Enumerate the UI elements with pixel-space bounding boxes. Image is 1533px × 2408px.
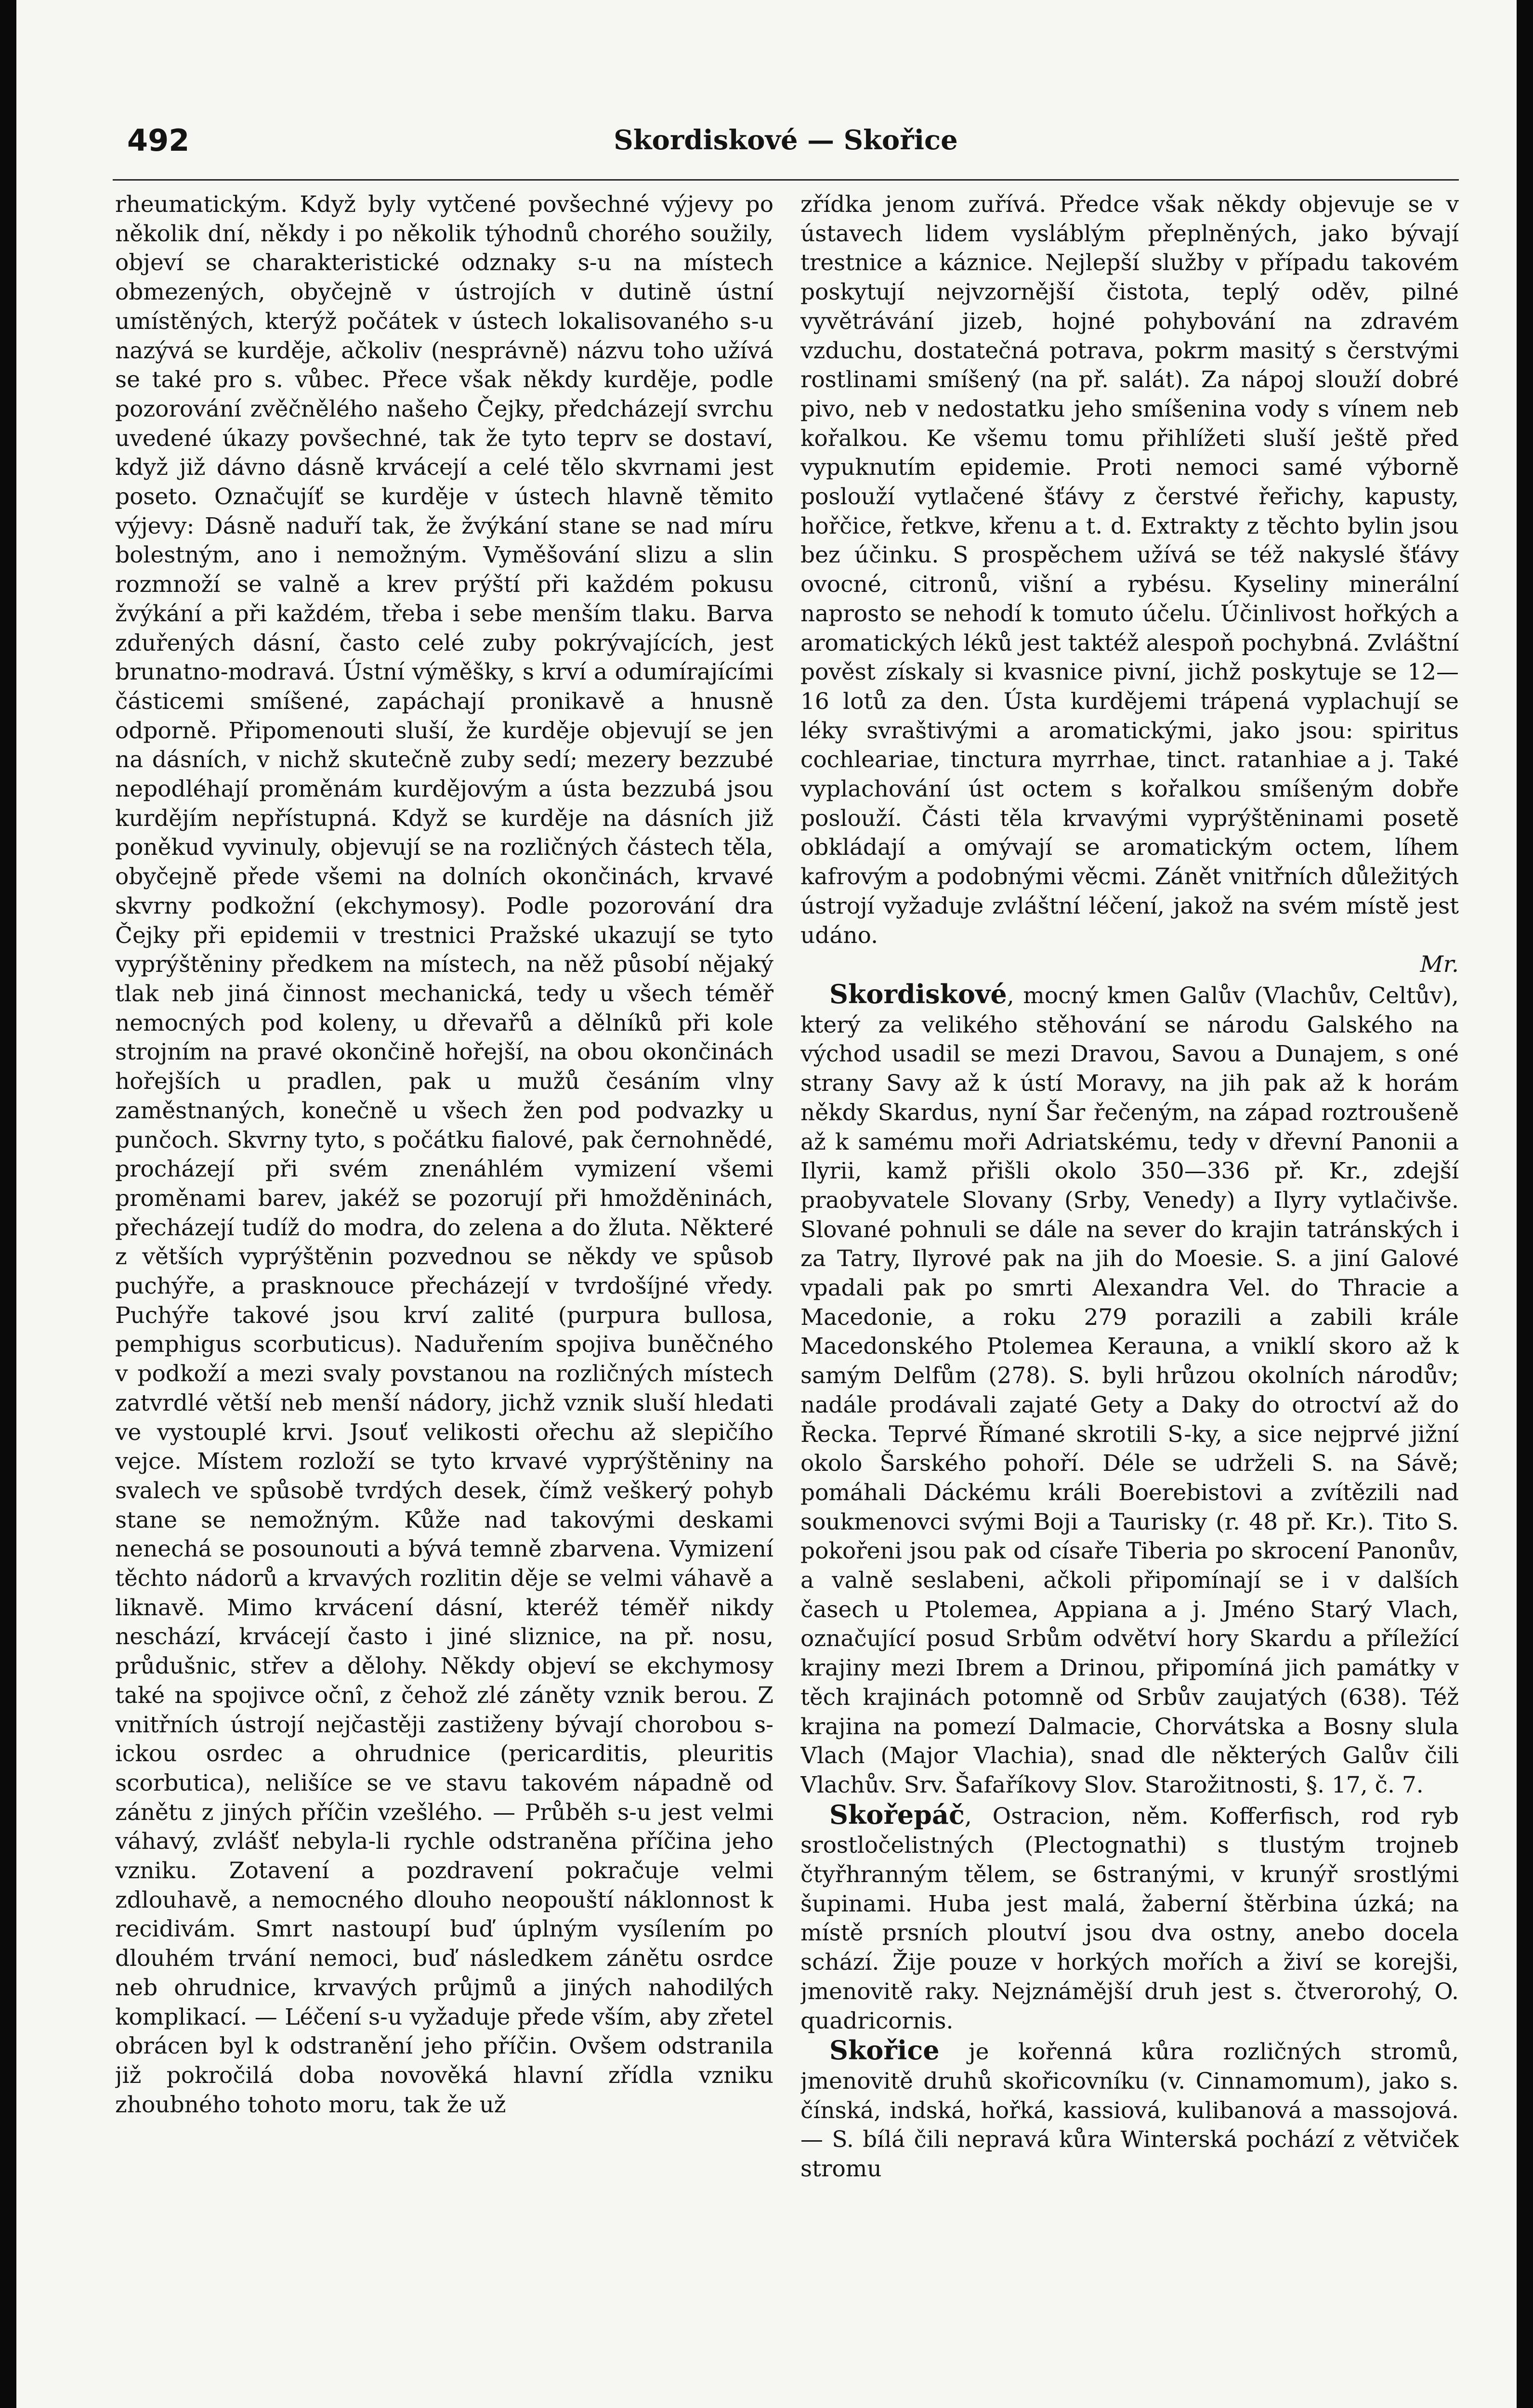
running-title: Skordiskové — Skořice (614, 124, 958, 156)
treatment-paragraph (800, 190, 1459, 980)
headword-skordiskove: Skordiskové (829, 978, 1007, 1009)
page-number: 492 (127, 122, 190, 158)
right-column (800, 190, 1459, 2408)
entry-text-skorepac: , Ostracion, něm. Kofferfisch, rod ryb srostločelistných (Plectognathi) s tlustým trojneb čtyřhranným tělem, se 6stranými, v krunýř srostlými šupinami. Huba jest malá, žaberní štěrbina úzká; na místě prsních ploutví jsou dva ostny, anebo docela schází. Žije pouze v horkých mořích a živí se korejši, jmenovitě raky. Nejznámější druh jest s. čtverorohý, O. quadricornis. (800, 1803, 1459, 2034)
entry-text-skorice: je kořenná kůra rozličných stromů, jmenovitě druhů skořicovníku (v. Cinnamomum), jako s. čínská, indská, hořká, kassiová, kulibanová a massojová. — S. bílá čili nepravá kůra Winterská pochází z větviček stromu (800, 2039, 1459, 2183)
headword-skorice: Skořice (829, 2035, 940, 2066)
entry-skordiskove (800, 980, 1459, 1800)
headword-skorepac: Skořepáč (829, 1799, 965, 1830)
text-columns (115, 190, 1459, 2408)
entry-skorepac (800, 1800, 1459, 2036)
left-column (115, 190, 773, 2408)
entry-text-skordiskove: , mocný kmen Galův (Vlachův, Celtův), který za velikého stěhování se národu Galského na východ usadil se mezi Dravou, Savou a Dunajem, s oné strany Savy až k ústí Moravy, na jih pak až k horám někdy Skardus, nyní Šar řečeným, na západ roztroušeně až k samému moři Adriatskému, tedy v dřevní Panonii a Ilyrii, kamž přišli okolo 350—336 př. Kr., zdejší praobyvatele Slovany (Srby, Venedy) a Ilyry vytlačivše. Slované pohnuli se dále na sever do krajin tatránských i za Tatry, Ilyrové pak na jih do Moesie. S. a jiní Galové vpadali pak po smrti Alexandra Vel. do Thracie a Macedonie, a roku 279 porazili a zabili krále Macedonského Ptolemea Kerauna, a vniklí skoro až k samým Delfům (278). S. byli hrůzou okolních národův; nadále prodávali zajaté Gety a Daky do otroctví až do Řecka. Teprvé Římané skrotili S-ky, a sice nejprvé jižní okolo Šarského pohoří. Déle se udrželi S. na Sávě; pomáhali Dáckému králi Boerebistovi a zvítězili nad soukmenovci svými Boji a Taurisky (r. 48 př. Kr.). Tito S. pokořeni jsou pak od císaře Tiberia po skrocení Panonův, a valně seslabeni, ačkoli připomínají se i v dalších časech u Ptolemea, Appiana a j. Jméno Starý Vlach, označující posud Srbům odvětví hory Skardu a příležící krajiny mezi Ibrem a Drinou, připomíná jich památky v těch krajinách potomně od Srbův zaujatých (638). Též krajina na pomezí Dalmacie, Chorvátska a Bosny slula Vlach (Major Vlachia), snad dle některých Galův čili Vlachův. Srv. Šafaříkovy Slov. Starožitnosti, §. 17, č. 7. (800, 982, 1459, 1798)
treatment-text: zřídka jenom zuřívá. Předce však někdy objevuje se v ústavech lidem vysláblým přeplněných, jako bývají trestnice a káznice. Nejlepší služby v případu takovém poskytují nejvzornější čistota, teplý oděv, pilné vyvětrávání jizeb, hojné pohybování na zdravém vzduchu, dostatečná potrava, pokrm masitý s čerstvými rostlinami smíšený (na př. salát). Za nápoj slouží dobré pivo, neb v nedostatku jeho smíšenina vody s vínem neb kořalkou. Ke všemu tomu přihlížeti sluší ještě před vypuknutím epidemie. Proti nemoci samé výborně poslouží vytlačené šťávy z čerstvé řeřichy, kapusty, hořčice, řetkve, křenu a t. d. Extrakty z těchto bylin jsou bez účinku. S prospěchem užívá se též nakyslé šťávy ovocné, citronů, višní a rybésu. Kyseliny minerální naprosto se nehodí k tomuto účelu. Účinlivost hořkých a aromatických léků jest taktéž alespoň pochybná. Zvláštní pověst získaly si kvasnice pivní, jichž poskytuje se 12—16 lotů za den. Ústa kurdějemi trápená vyplachují se léky svraštivými a aromatickými, jako jsou: spiritus cochleariae, tinctura myrrhae, tinct. ratanhiae a j. Také vyplachování úst octem s kořalkou smíšeným dobře poslouží. Části těla krvavými vyprýštěninami posetě obkládají a omývají se aromatickým octem, líhem kafrovým a podobnými věcmi. Zánět vnitřních důležitých ústrojí vyžaduje zvláštní léčení, jakož na svém místě jest udáno. (800, 191, 1459, 949)
entry-skorice (800, 2036, 1459, 2184)
author-signature: Mr. (1420, 951, 1459, 978)
header-rule (113, 179, 1459, 181)
page-header (127, 114, 1444, 167)
continued-paragraph: rheumatickým. Když byly vytčené povšechné výjevy po několik dní, někdy i po několik týhodnů chorého soužily, objeví se charakteristické odznaky s-u na místech obmezených, obyčejně v ústrojích v dutině ústní umístěných, kterýž počátek v ústech lokalisovaného s-u nazývá se kurděje, ačkoliv (nesprávně) názvu toho užívá se také pro s. vůbec. Přece však někdy kurděje, podle pozorování zvěčnělého našeho Čejky, předcházejí svrchu uvedené úkazy povšechné, tak že tyto teprv se dostaví, když již dávno dásně krvácejí a celé tělo skvrnami jest poseto. Označujíť se kurděje v ústech hlavně těmito výjevy: Dásně naduří tak, že žvýkání stane se nad míru bolestným, ano i nemožným. Vyměšování slizu a slin rozmnoží se valně a krev prýští při každém pokusu žvýkání a při každém, třeba i sebe menším tlaku. Barva zduřených dásní, často celé zuby pokrývajících, jest brunatno-modravá. Ústní výměšky, s krví a odumírajícími částicemi smíšené, zapáchají pronikavě a hnusně odporně. Připomenouti sluší, že kurděje objevují se jen na dásních, v nichž skutečně zuby sedí; mezery bezzubé nepodléhají proměnám kurdějovým a ústa bezzubá jsou kurdějím nepřístupná. Když se kurděje na dásních již poněkud vyvinuly, objevují se na rozličných částech těla, obyčejně přede všemi na dolních okončinách, krvavé skvrny podkožní (ekchymosy). Podle pozorování dra Čejky při epidemii v trestnici Pražské ukazují se tyto vyprýštěniny předkem na místech, na něž působí nějaký tlak neb jiná činnost mechanická, tedy u všech téměř nemocných pod koleny, u dřevařů a dělníků při kole strojním na pravé okončině hořejší, na obou okončinách hořejších u pradlen, pak u mužů česáním vlny zaměstnaných, konečně u všech žen pod podvazky u punčoch. Skvrny tyto, s počátku fialové, pak černohnědé, procházejí při svém znenáhlém vymizení všemi proměnami barev, jakéž se pozorují při hmožděninách, přecházejí tudíž do modra, do zelena a do žluta. Některé z větších vyprýštěnin pozvednou se někdy ve spůsob puchýře, a prasknouce přecházejí v tvrdošíjné vředy. Puchýře takové jsou krví zalité (purpura bullosa, pemphigus scorbuticus). Naduřením spojiva buněčného v podkoží a mezi svaly povstanou na rozličných místech zatvrdlé větší neb menší nádory, jichž vznik sluší hledati ve vystouplé krvi. Jsouť velikosti ořechu až slepičího vejce. Místem rozloží se tyto krvavé vyprýštěniny na svalech ve spůsobě tvrdých desek, čímž veškerý pohyb stane se nemožným. Kůže nad takovými deskami nenechá se posounouti a bývá temně zbarvena. Vymizení těchto nádorů a krvavých rozlitin děje se velmi váhavě a liknavě. Mimo krvácení dásní, kteréž téměř nikdy neschází, krvácejí často i jiné sliznice, na př. nosu, průdušnic, střev a dělohy. Někdy objeví se ekchymosy také na spojivce očnî, z čehož zlé záněty vznik berou. Z vnitřních ústrojí nejčastěji zastiženy bývají chorobou s-ickou osrdec a ohrudnice (pericarditis, pleuritis scorbutica), nelišíce se ve stavu takovém nápadně od zánětu z jiných příčin vzešlého. — Průběh s-u jest velmi váhavý, zvlášť nebyla-li rychle odstraněna příčina jeho vzniku. Zotavení a pozdravení pokračuje velmi zdlouhavě, a nemocného dlouho neopouští náklonnost k recidivám. Smrt nastoupí buď úplným vysílením po dlouhém trvání nemoci, buď následkem zánětu osrdce neb ohrudnice, krvavých průjmů a jiných nahodilých komplikací. — Léčení s-u vyžaduje přede vším, aby zřetel obrácen byl k odstranění jeho příčin. Ovšem odstranila již pokročilá doba novověká hlavní zřídla vzniku zhoubného tohoto moru, tak že už (115, 191, 773, 2118)
